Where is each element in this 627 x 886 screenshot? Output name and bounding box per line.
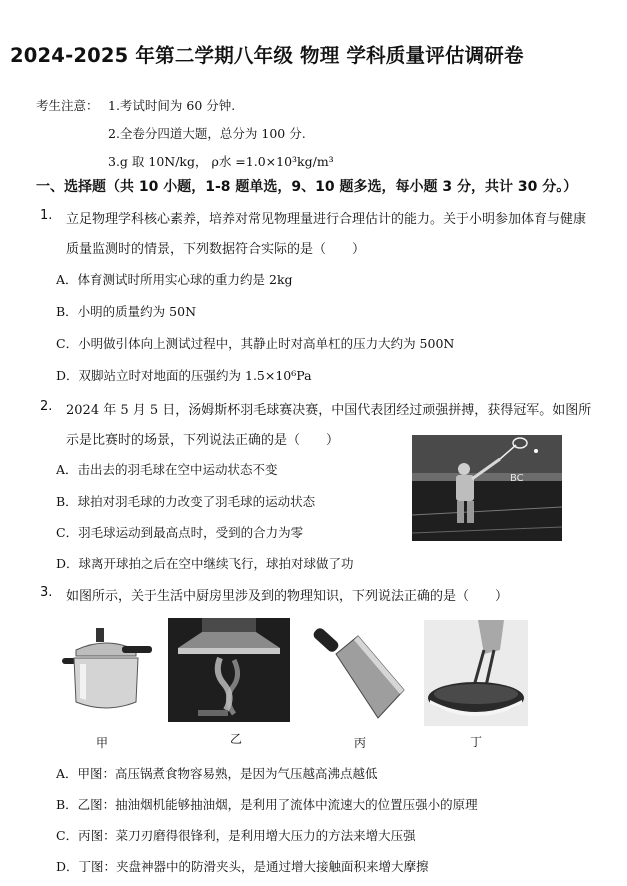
plate-clip-image (424, 620, 528, 726)
question-3-option-d: D．丁图：夹盘神器中的防滑夹头，是通过增大接触面积来增大摩擦 (56, 859, 429, 874)
figure-caption-ding: 丁 (470, 735, 483, 749)
question-1-number: 1. (40, 208, 53, 223)
question-2-option-b: B．球拍对羽毛球的力改变了羽毛球的运动状态 (56, 494, 316, 509)
figure-caption-yi: 乙 (230, 732, 243, 746)
question-3-option-a: A．甲图：高压锅煮食物容易熟，是因为气压越高沸点越低 (56, 766, 378, 781)
badminton-match-photo (412, 435, 562, 541)
notice-item-1: 1.考试时间为 60 分钟. (108, 98, 236, 113)
question-2-option-c: C．羽毛球运动到最高点时，受到的合力为零 (56, 525, 304, 540)
figure-caption-jia: 甲 (96, 736, 109, 750)
cleaver-knife-image (306, 626, 408, 724)
question-2-number: 2. (40, 399, 53, 414)
question-1-option-c: C．小明做引体向上测试过程中，其静止时对高单杠的压力大约为 500N (56, 336, 455, 351)
page-title: 2024-2025 年第二学期八年级 物理 学科质量评估调研卷 (10, 44, 524, 67)
question-2-option-d: D．球离开球拍之后在空中继续飞行，球拍对球做了功 (56, 556, 354, 571)
question-2-option-a: A．击出去的羽毛球在空中运动状态不变 (56, 462, 278, 477)
pressure-cooker-image (56, 622, 156, 718)
figure-caption-bing: 丙 (354, 736, 367, 750)
question-1-option-b: B．小明的质量约为 50N (56, 304, 197, 319)
question-1-option-a: A．体育测试时所用实心球的重力约是 2kg (56, 272, 293, 287)
question-3-option-b: B．乙图：抽油烟机能够抽油烟，是利用了流体中流速大的位置压强小的原理 (56, 797, 478, 812)
section-heading: 一、选择题（共 10 小题，1-8 题单选，9、10 题多选，每小题 3 分，共计 30 分。） (36, 179, 578, 195)
question-3-stem-line-1: 如图所示，关于生活中厨房里涉及到的物理知识，下列说法正确的是（ ） (66, 589, 509, 604)
question-1-option-d: D．双脚站立时对地面的压强约为 1.5×10⁶Pa (56, 368, 312, 383)
notice-item-3: 3.g 取 10N/kg， ρ水 =1.0×10³kg/m³ (108, 154, 334, 169)
notice-item-2: 2.全卷分四道大题，总分为 100 分. (108, 126, 306, 141)
notice-label: 考生注意： (36, 98, 99, 113)
question-1-stem-line-1: 立足物理学科核心素养，培养对常见物理量进行合理估计的能力。关于小明参加体育与健康 (66, 212, 587, 227)
question-2-stem-line-2: 示是比赛时的场景，下列说法正确的是（ ） (66, 433, 340, 448)
range-hood-image (168, 618, 290, 722)
photo-banner-text: BC (510, 473, 524, 484)
question-3-option-c: C．丙图：菜刀刃磨得很锋利，是利用增大压力的方法来增大压强 (56, 828, 416, 843)
question-3-number: 3. (40, 585, 53, 600)
question-1-stem-line-2: 质量监测时的情景，下列数据符合实际的是（ ） (66, 242, 366, 257)
question-2-stem-line-1: 2024 年 5 月 5 日，汤姆斯杯羽毛球赛决赛，中国代表团经过顽强拼搏，获得冠军。如图所 (66, 403, 592, 418)
